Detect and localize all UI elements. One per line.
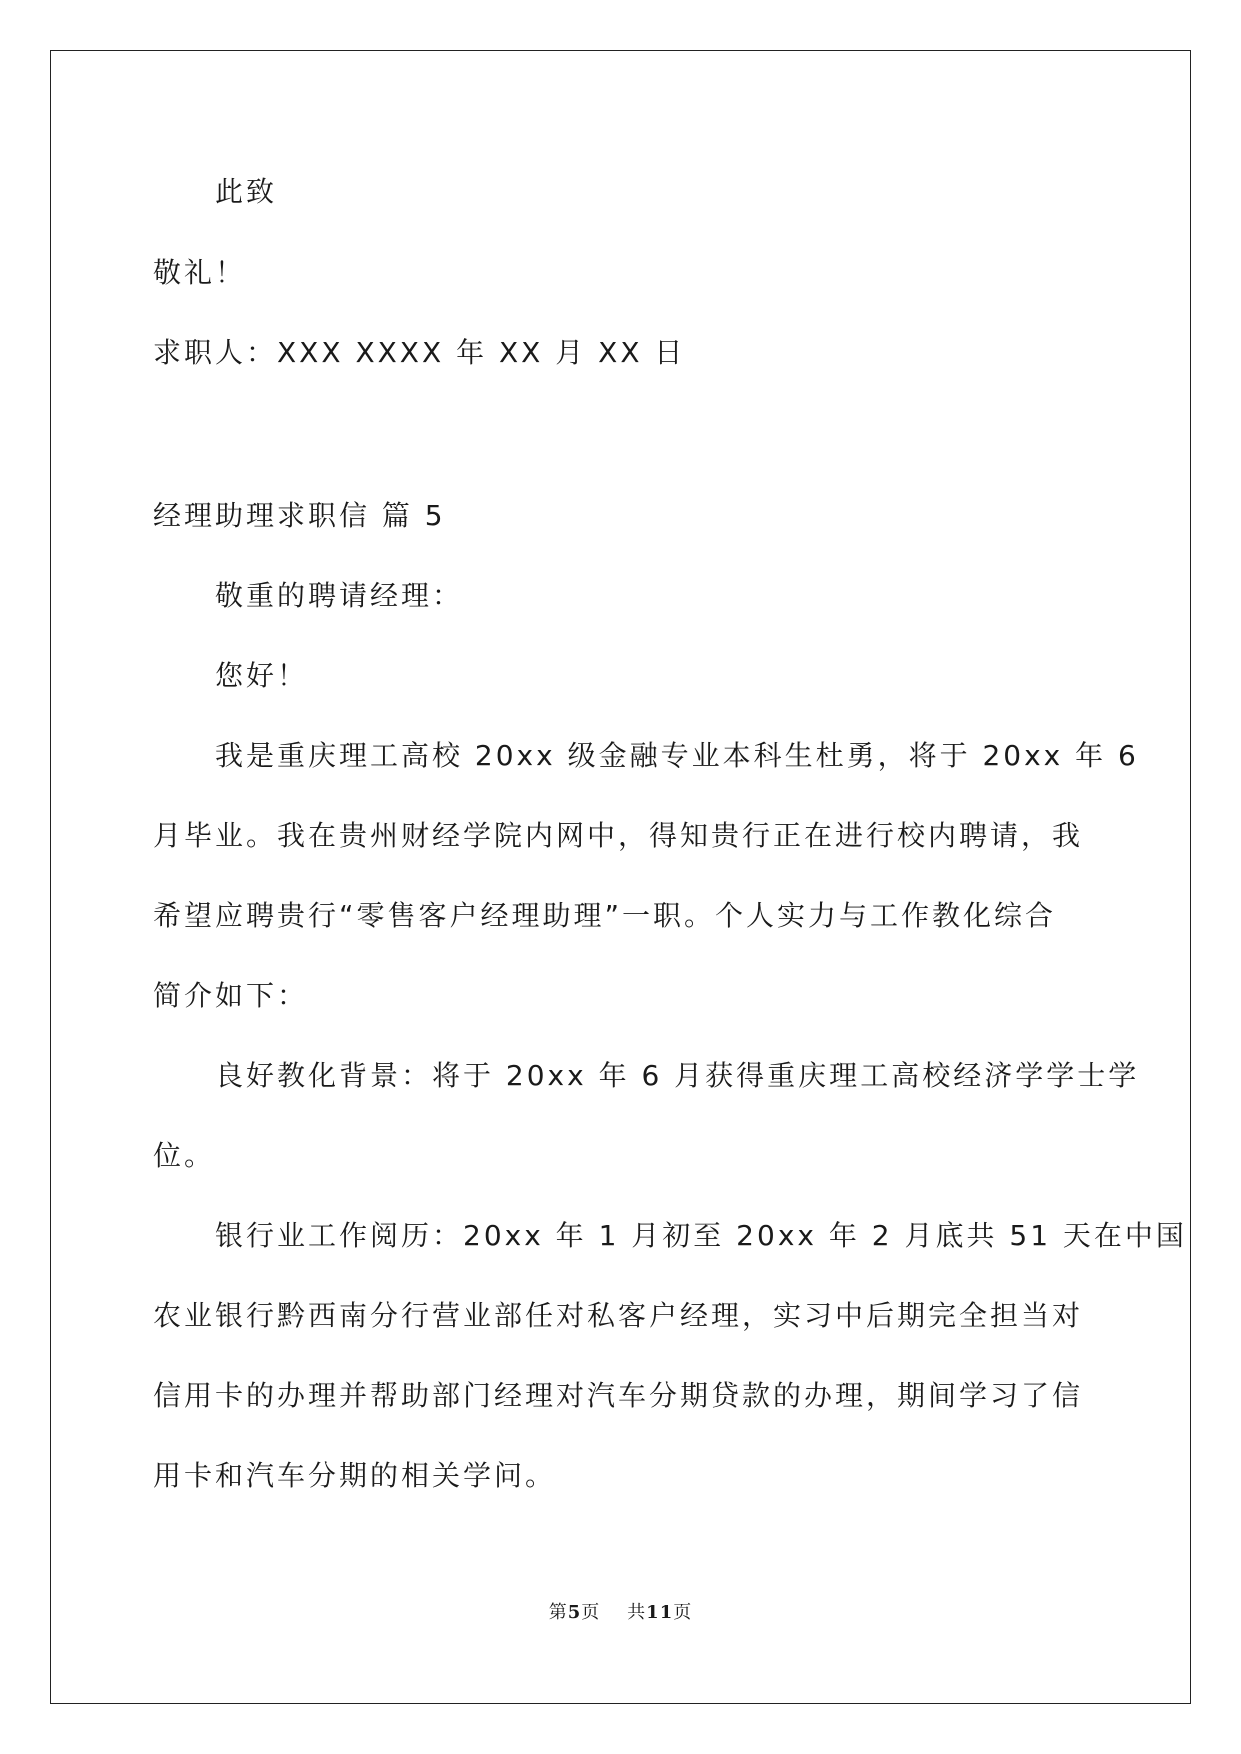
total-unit: 页 [673, 1602, 693, 1623]
body-line: 良好教化背景：将于 20xx 年 6 月获得重庆理工高校经济学学士学 [215, 1059, 1140, 1092]
page-total: 11 [646, 1602, 674, 1623]
closing-regards: 敬礼！ [153, 256, 247, 289]
page-number-footer [0, 1598, 1241, 1624]
page-unit: 页 [581, 1602, 601, 1623]
page-prefix: 第 [548, 1602, 568, 1623]
body-line: 信用卡的办理并帮助部门经理对汽车分期贷款的办理，期间学习了信 [153, 1379, 1084, 1412]
body-line: 用卡和汽车分期的相关学问。 [153, 1459, 557, 1492]
body-line: 月毕业。我在贵州财经学院内网中，得知贵行正在进行校内聘请，我 [153, 819, 1084, 852]
body-line: 简介如下： [153, 979, 309, 1012]
body-line: 农业银行黔西南分行营业部任对私客户经理，实习中后期完全担当对 [153, 1299, 1084, 1332]
body-line: 位。 [153, 1139, 216, 1172]
total-prefix: 共 [627, 1602, 647, 1623]
hello-line: 您好！ [215, 659, 309, 692]
signature-line: 求职人：XXX XXXX 年 XX 月 XX 日 [153, 336, 686, 369]
page-current: 5 [567, 1602, 582, 1623]
body-line: 希望应聘贵行“零售客户经理助理”一职。个人实力与工作教化综合 [153, 899, 1057, 932]
body-line: 银行业工作阅历：20xx 年 1 月初至 20xx 年 2 月底共 51 天在中国 [215, 1219, 1187, 1252]
greeting-line: 敬重的聘请经理： [215, 579, 464, 612]
body-line: 我是重庆理工高校 20xx 级金融专业本科生杜勇，将于 20xx 年 6 [215, 739, 1139, 772]
closing-salutation: 此致 [215, 175, 278, 208]
section-title: 经理助理求职信 篇 5 [153, 499, 446, 532]
